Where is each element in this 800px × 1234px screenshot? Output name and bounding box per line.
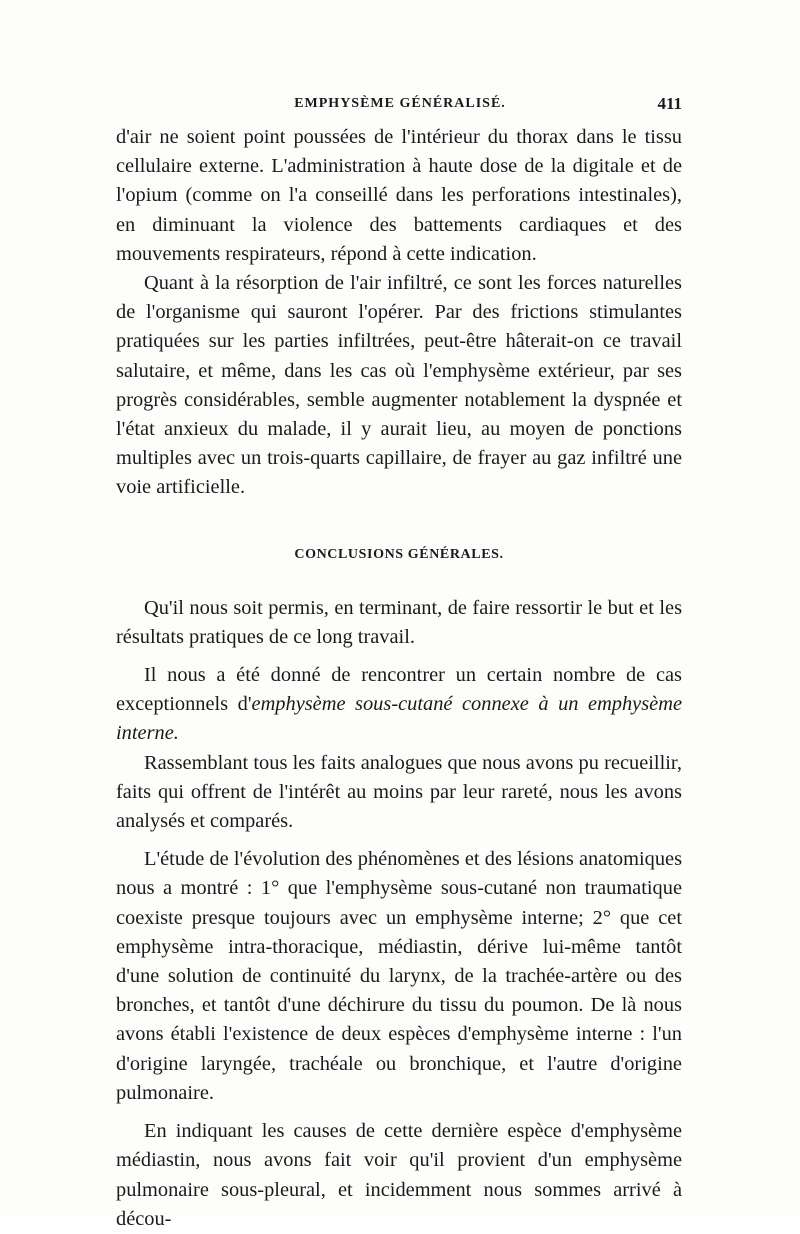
section-title: CONCLUSIONS GÉNÉRALES. [294, 546, 504, 562]
page-number: 411 [657, 94, 682, 113]
paragraph-conclusion-intro: Qu'il nous soit permis, en terminant, de faire ressortir le but et les résultats pratiques de ce long travail. [116, 596, 682, 648]
body-text [116, 123, 682, 1234]
running-title: EMPHYSÈME GÉNÉRALISÉ. [294, 96, 506, 111]
italic-term: emphysème sous-cutané connexe à un emphysème interne. [116, 693, 682, 745]
paragraph-conclusion-study: L'étude de l'évolution des phénomènes et des lésions anatomiques nous a montré : 1° que l'emphysème sous-cutané non traumatique coexiste presque toujours avec un emphysème interne; 2° que cet emphysème intra-thoracique, médiastin, dérive lui-même tantôt d'une solution de continuité du larynx, de la trachée-artère ou des bronches, et tantôt d'une déchirure du tissu du poumon. De là nous avons établi l'existence de deux espèces d'emphysème interne : l'un d'origine laryngée, trachéale ou bronchique, et l'autre d'origine pulmonaire. [116, 848, 682, 1104]
paragraph-continuation: d'air ne soient point poussées de l'intérieur du thorax dans le tissu cellulaire externe. L'administration à haute dose de la digitale et de l'opium (comme on l'a conseillé dans les perforations intestinales), en diminuant la violence des battements cardiaques et des mouvements respirateurs, répond à cette indication. [116, 126, 682, 265]
paragraph-resorption: Quant à la résorption de l'air infiltré, ce sont les forces naturelles de l'organisme qui sauront l'opérer. Par des frictions stimulantes pratiquées sur les parties infiltrées, peut-être hâterait-on ce travail salutaire, et même, dans les cas où l'emphysème extérieur, par ses progrès considérables, semble augmenter notablement la dyspnée et l'état anxieux du malade, il y aurait lieu, au moyen de ponctions multiples avec un trois-quarts capillaire, de frayer au gaz infiltré une voie artificielle. [116, 272, 682, 499]
paragraph-conclusion-cases [116, 661, 682, 749]
paragraph-conclusion-facts: Rassemblant tous les faits analogues que nous avons pu recueillir, faits qui offrent de l'intérêt au moins par leur rareté, nous les avons analysés et comparés. [116, 751, 682, 833]
page-header [118, 96, 682, 118]
cases-text: Il nous a été donné de rencontrer un certain nombre de cas exceptionnels d' [116, 664, 682, 716]
paragraph-conclusion-causes: En indiquant les causes de cette dernière espèce d'emphysème médiastin, nous avons fait voir qu'il provient d'un emphysème pulmonaire sous-pleural, et incidemment nous sommes arrivé à décou- [116, 1120, 682, 1230]
